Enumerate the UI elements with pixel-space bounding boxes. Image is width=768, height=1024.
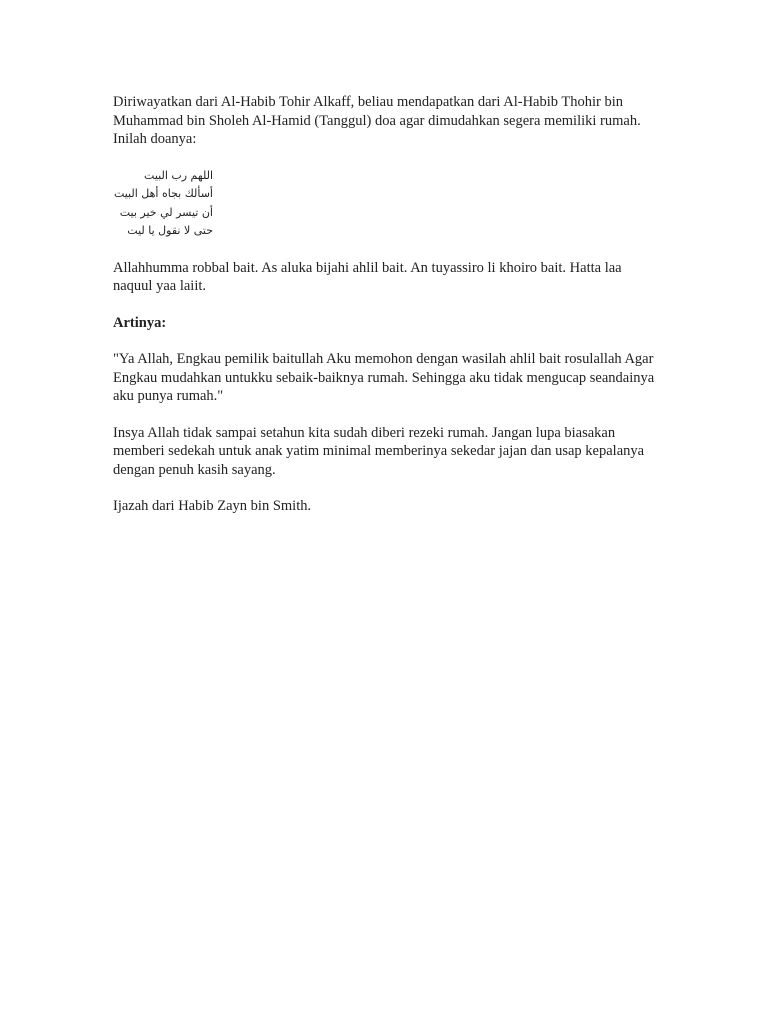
transliteration-paragraph: Allahhumma robbal bait. As aluka bijahi ahlil bait. An tuyassiro li khoiro bait. Hatta laa naquul yaa laiit. — [113, 259, 622, 294]
source-paragraph: Ijazah dari Habib Zayn bin Smith. — [113, 498, 312, 514]
arabic-line-2: أسألك بجاه أهل البيت — [113, 187, 213, 200]
note-paragraph: Insya Allah tidak sampai setahun kita sudah diberi rezeki rumah. Jangan lupa biasakan memberi sedekah untuk anak yatim minimal memberinya sekedar jajan dan usap kepalanya dengan penuh kasih sayang. — [113, 424, 645, 478]
arabic-line-1: اللهم رب البيت — [144, 168, 213, 182]
intro-paragraph: Diriwayatkan dari Al-Habib Tohir Alkaff, beliau mendapatkan dari Al-Habib Thohir bin Muhammad bin Sholeh Al-Hamid (Tanggul) doa agar dimudahkan segera memiliki rumah. Inilah doanya: — [113, 94, 641, 147]
arabic-prayer — [113, 167, 213, 241]
meaning-heading: Artinya: — [113, 314, 167, 331]
arabic-line-3: أن تيسر لي خير بيت — [119, 205, 213, 219]
meaning-paragraph: "Ya Allah, Engkau pemilik baitullah Aku memohon dengan wasilah ahlil bait rosulallah Agar Engkau mudahkan untukku sebaik-baiknya rumah. Sehingga aku tidak mengucap seandainya aku punya rumah." — [113, 351, 655, 404]
document-body — [113, 93, 658, 534]
arabic-line-4: حتى لا نقول يا ليت — [127, 224, 213, 237]
